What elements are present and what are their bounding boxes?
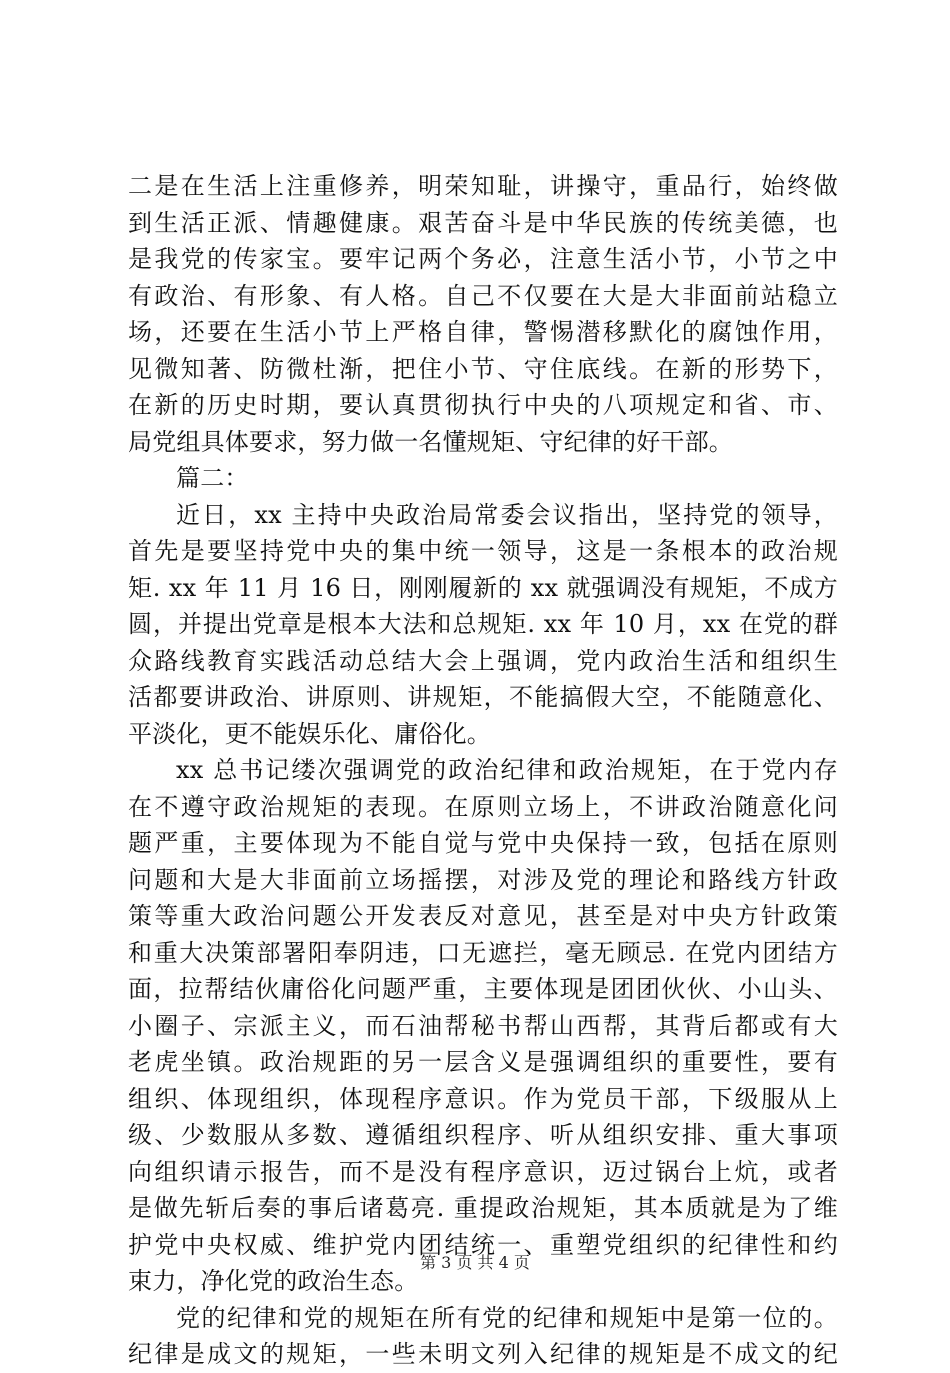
text-line: 见微知著、防微杜渐，把住小节、守住底线。在新的形势下，	[128, 354, 838, 383]
text-line: 级、少数服从多数、遵循组织程序、听从组织安排、重大事项	[128, 1121, 838, 1149]
text-line: 护党中央权威、维护党内团结统一、重塑党组织的纪律性和约	[128, 1230, 838, 1259]
text-line: 有政治、有形象、有人格。自己不仅要在大是大非面前站稳立	[128, 281, 838, 310]
text-line: 是做先斩后奏的事后诸葛亮. 重提政治规矩，其本质就是为了维	[128, 1194, 838, 1222]
text-line: 小圈子、宗派主义，而石油帮秘书帮山西帮，其背后都或有大	[128, 1011, 838, 1040]
text-line: 束力，净化党的政治生态。	[128, 1267, 419, 1295]
text-line: 场，还要在生活小节上严格自律，警惕潜移默化的腐蚀作用，	[128, 318, 838, 346]
page-footer: 第 3 页 共 4 页	[420, 1253, 530, 1272]
text-line: xx 总书记缕次强调党的政治纪律和政治规矩，在于党内存	[176, 756, 838, 784]
text-line: 组织、体现组织，体现程序意识。作为党员干部，下级服从上	[128, 1084, 838, 1113]
text-line: 和重大决策部署阳奉阴违，口无遮拦，毫无顾忌. 在党内团结方	[128, 938, 838, 967]
text-line: 众路线教育实践活动总结大会上强调，党内政治生活和组织生	[128, 646, 838, 675]
text-line: 党的纪律和党的规矩在所有党的纪律和规矩中是第一位的。	[176, 1303, 838, 1332]
document-body	[128, 168, 838, 1373]
text-line: 首先是要坚持党中央的集中统一领导，这是一条根本的政治规	[128, 537, 838, 565]
text-line: 局党组具体要求，努力做一名懂规矩、守纪律的好干部。	[128, 427, 733, 456]
text-line: 在新的历史时期，要认真贯彻执行中央的八项规定和省、市、	[128, 391, 838, 419]
text-line: 老虎坐镇。政治规距的另一层含义是强调组织的重要性，要有	[128, 1048, 838, 1076]
text-line: 面，拉帮结伙庸俗化问题严重，主要体现是团团伙伙、小山头、	[128, 975, 838, 1003]
text-line: 纪律是成文的规矩，一些未明文列入纪律的规矩是不成文的纪	[128, 1340, 838, 1368]
text-line: 篇二：	[176, 464, 249, 492]
text-line: 近日，xx 主持中央政治局常委会议指出，坚持党的领导，	[176, 500, 838, 529]
text-line: 在不遵守政治规矩的表现。在原则立场上，不讲政治随意化问	[128, 792, 838, 821]
text-line: 矩. xx 年 11 月 16 日，刚刚履新的 xx 就强调没有规矩，不成方	[128, 573, 838, 602]
text-line: 到生活正派、情趣健康。艰苦奋斗是中华民族的传统美德，也	[128, 208, 838, 237]
text-line: 题严重，主要体现为不能自觉与党中央保持一致，包括在原则	[128, 829, 838, 857]
text-line: 策等重大政治问题公开发表反对意见，甚至是对中央方针政策	[128, 902, 838, 930]
text-line: 向组织请示报告，而不是没有程序意识，迈过锅台上炕，或者	[128, 1157, 838, 1186]
text-line: 平淡化，更不能娱乐化、庸俗化。	[128, 719, 491, 748]
text-line: 活都要讲政治、讲原则、讲规矩，不能搞假大空，不能随意化、	[128, 683, 838, 711]
text-line: 圆，并提出党章是根本大法和总规矩. xx 年 10 月，xx 在党的群	[128, 610, 838, 638]
text-line: 二是在生活上注重修养，明荣知耻，讲操守，重品行，始终做	[128, 172, 838, 200]
text-line: 问题和大是大非面前立场摇摆，对涉及党的理论和路线方针政	[128, 865, 838, 894]
text-line: 是我党的传家宝。要牢记两个务必，注意生活小节，小节之中	[128, 245, 838, 273]
